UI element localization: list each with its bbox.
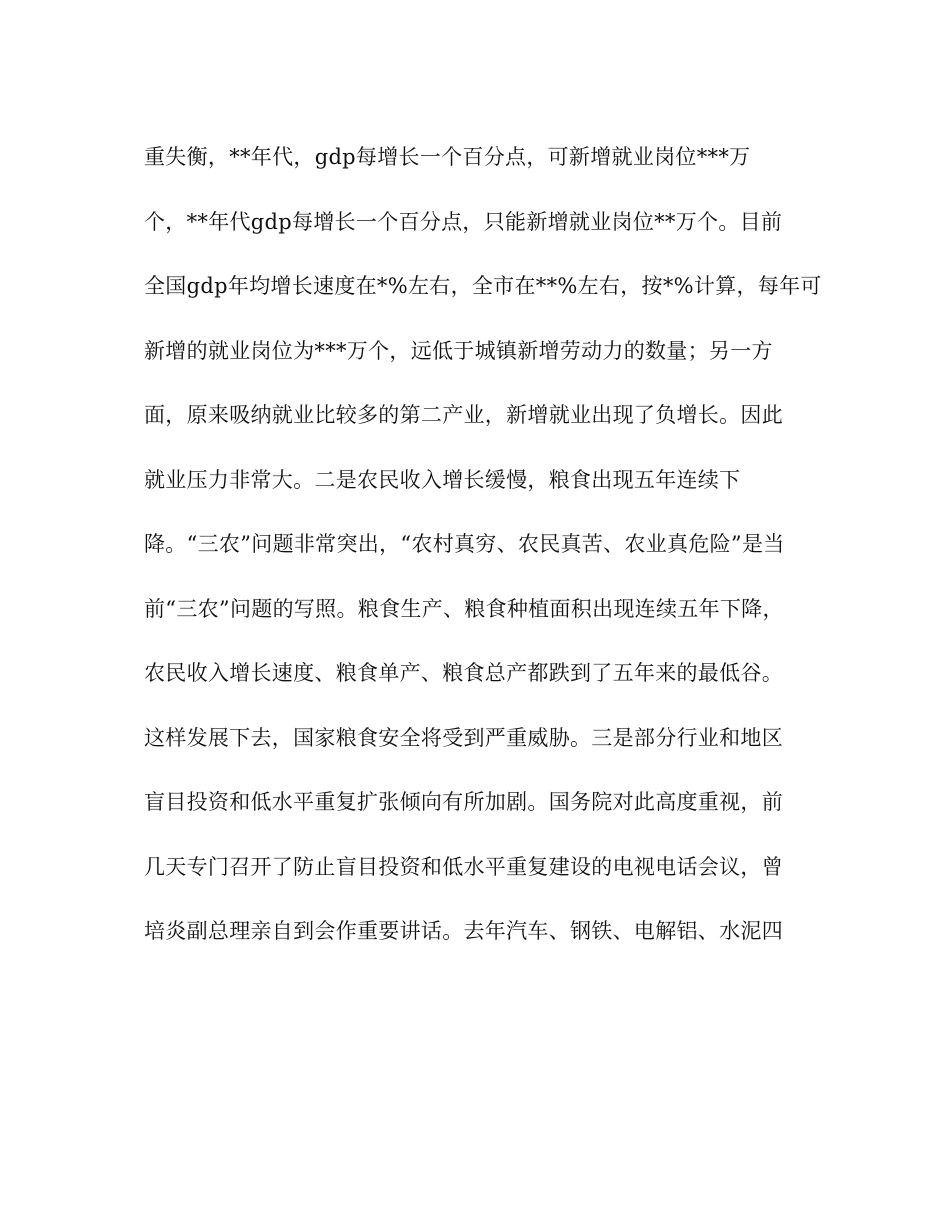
body-paragraph <box>144 137 822 976</box>
text-line: 全国gdp年均增长速度在*%左右，全市在**%左右，按*%计算，每年可 <box>144 274 822 298</box>
text-line: 面，原来吸纳就业比较多的第二产业，新增就业出现了负增长。因此 <box>144 403 783 427</box>
text-line: 几天专门召开了防止盲目投资和低水平重复建设的电视电话会议，曾 <box>144 854 783 879</box>
text-line: 这样发展下去，国家粮食安全将受到严重威胁。三是部分行业和地区 <box>144 725 783 750</box>
text-line: 前“三农”问题的写照。粮食生产、粮食种植面积出现连续五年下降， <box>144 596 784 621</box>
text-line: 降。“三农”问题非常突出，“农村真穷、农民真苦、农业真危险”是当 <box>144 532 785 556</box>
text-line: 个，**年代gdp每增长一个百分点，只能新增就业岗位**万个。目前 <box>144 209 783 234</box>
text-line: 就业压力非常大。二是农民收入增长缓慢，粮食出现五年连续下 <box>144 467 741 492</box>
text-line: 培炎副总理亲自到会作重要讲话。去年汽车、钢铁、电解铝、水泥四 <box>144 919 783 943</box>
text-line: 重失衡，**年代，gdp每增长一个百分点，可新增就业岗位***万 <box>144 145 751 169</box>
text-line: 农民收入增长速度、粮食单产、粮食总产都跌到了五年来的最低谷。 <box>144 661 783 685</box>
text-line: 盲目投资和低水平重复扩张倾向有所加剧。国务院对此高度重视，前 <box>144 790 783 814</box>
text-line: 新增的就业岗位为***万个，远低于城镇新增劳动力的数量；另一方 <box>144 338 773 363</box>
